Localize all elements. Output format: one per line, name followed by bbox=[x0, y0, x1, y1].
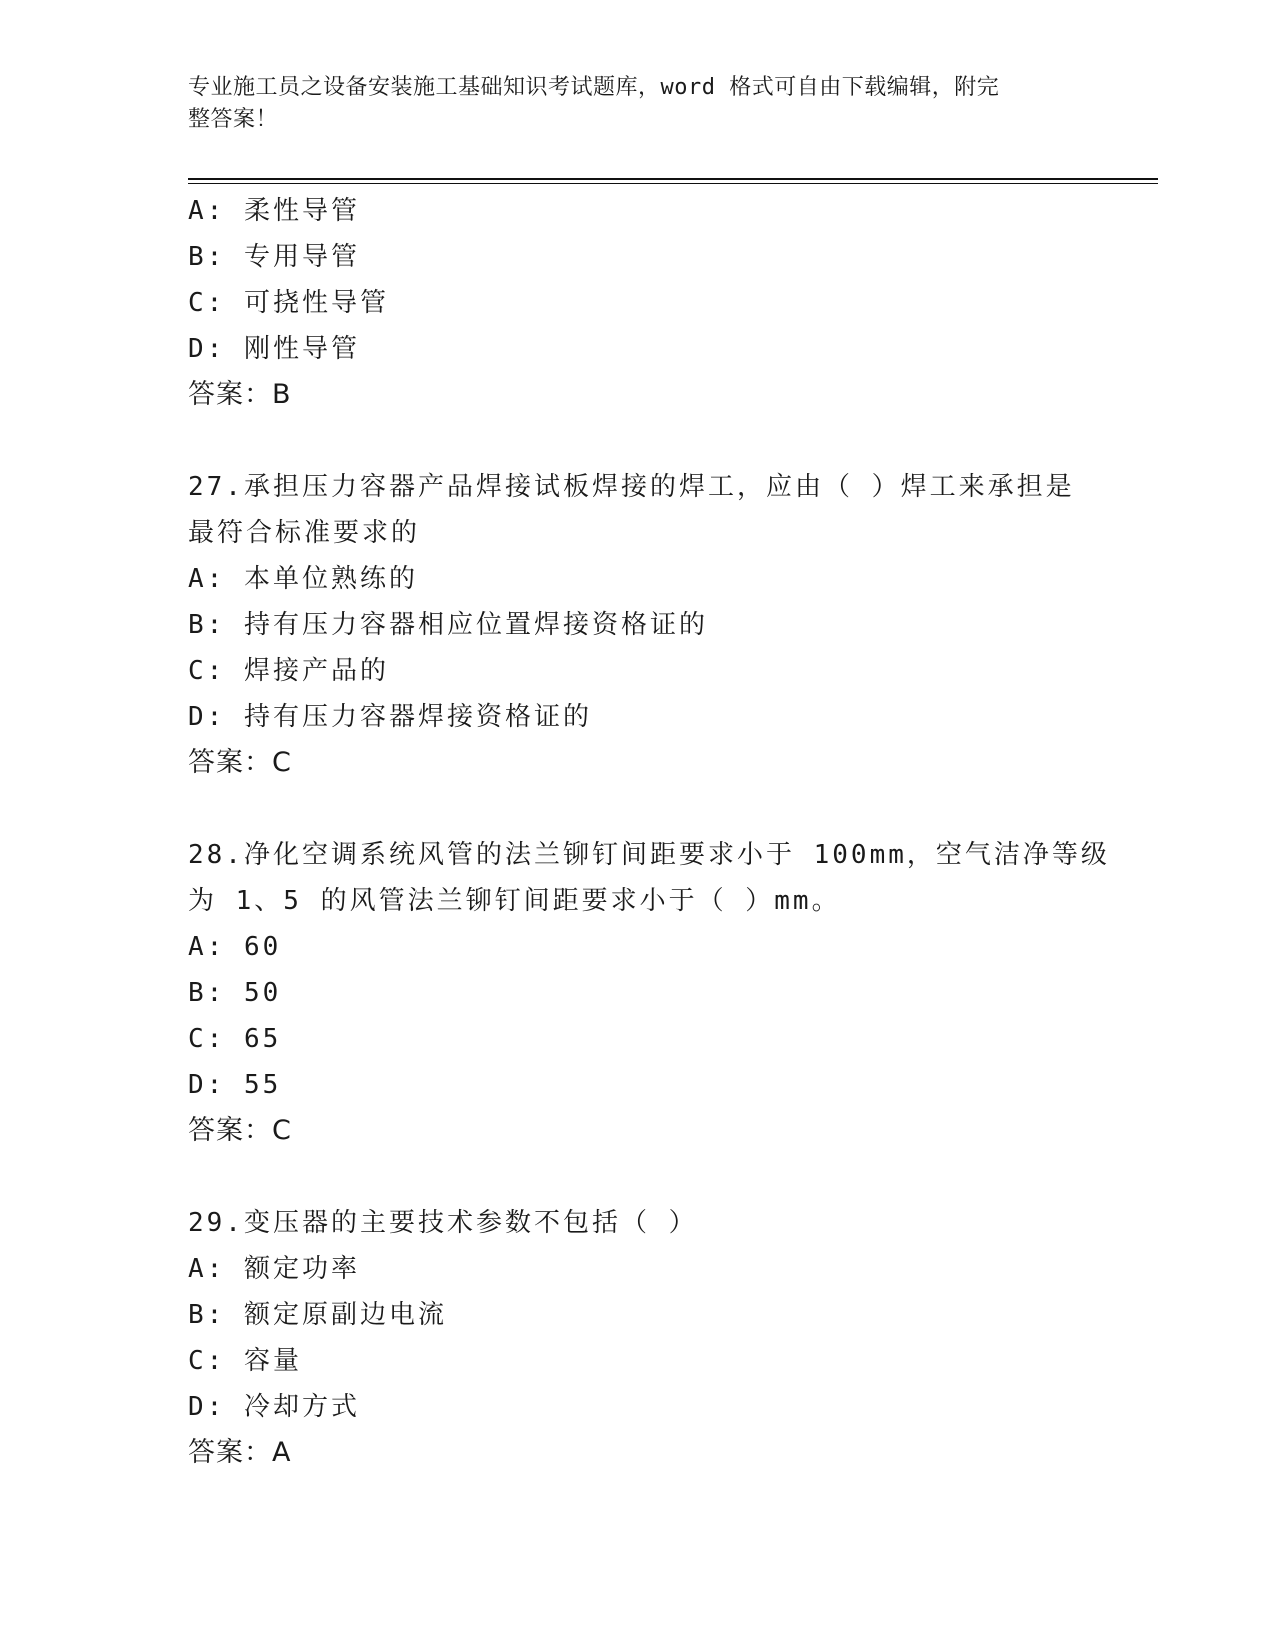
question-text-line-2: 最符合标准要求的 bbox=[188, 518, 421, 548]
answer: 答案：C bbox=[188, 1115, 292, 1146]
question-block bbox=[188, 464, 1088, 786]
option-d: D: 持有压力容器焊接资格证的 bbox=[188, 702, 592, 732]
answer: 答案：A bbox=[188, 1437, 292, 1468]
spacer bbox=[188, 786, 1088, 832]
option-b: B: 持有压力容器相应位置焊接资格证的 bbox=[188, 610, 708, 640]
option-c: C: 容量 bbox=[188, 1346, 302, 1376]
header-line-1: 专业施工员之设备安装施工基础知识考试题库，word 格式可自由下载编辑，附完 bbox=[188, 75, 1000, 100]
option-d: D: 冷却方式 bbox=[188, 1392, 360, 1422]
option-c: C: 可挠性导管 bbox=[188, 288, 389, 318]
option-d: D: 刚性导管 bbox=[188, 334, 360, 364]
question-text-line-1: 29.变压器的主要技术参数不包括（ ） bbox=[188, 1208, 698, 1238]
option-b: B: 专用导管 bbox=[188, 242, 360, 272]
question-block bbox=[188, 188, 1088, 418]
question-list bbox=[188, 188, 1110, 1476]
header-rule-thick bbox=[188, 178, 1158, 180]
question-text-line-1: 28.净化空调系统风管的法兰铆钉间距要求小于 100mm，空气洁净等级 bbox=[188, 840, 1110, 870]
header-rule-thin bbox=[188, 183, 1158, 184]
option-b: B: 额定原副边电流 bbox=[188, 1300, 447, 1330]
option-c: C: 65 bbox=[188, 1024, 282, 1054]
question-text-line-2: 为 1、5 的风管法兰铆钉间距要求小于（ ）mm。 bbox=[188, 886, 841, 916]
question-block bbox=[188, 1200, 1088, 1476]
option-c: C: 焊接产品的 bbox=[188, 656, 389, 686]
option-b: B: 50 bbox=[188, 978, 282, 1008]
header-line-2: 整答案！ bbox=[188, 107, 279, 132]
spacer bbox=[188, 1154, 1088, 1200]
question-block bbox=[188, 832, 1110, 1154]
answer: 答案：C bbox=[188, 747, 292, 778]
option-a: A: 本单位熟练的 bbox=[188, 564, 418, 594]
option-d: D: 55 bbox=[188, 1070, 282, 1100]
option-a: A: 柔性导管 bbox=[188, 196, 360, 226]
spacer bbox=[188, 418, 1088, 464]
option-a: A: 额定功率 bbox=[188, 1254, 360, 1284]
question-text-line-1: 27.承担压力容器产品焊接试板焊接的焊工，应由（ ）焊工来承担是 bbox=[188, 472, 1075, 502]
option-a: A: 60 bbox=[188, 932, 282, 962]
document-header bbox=[188, 72, 1068, 136]
answer: 答案：B bbox=[188, 379, 292, 410]
